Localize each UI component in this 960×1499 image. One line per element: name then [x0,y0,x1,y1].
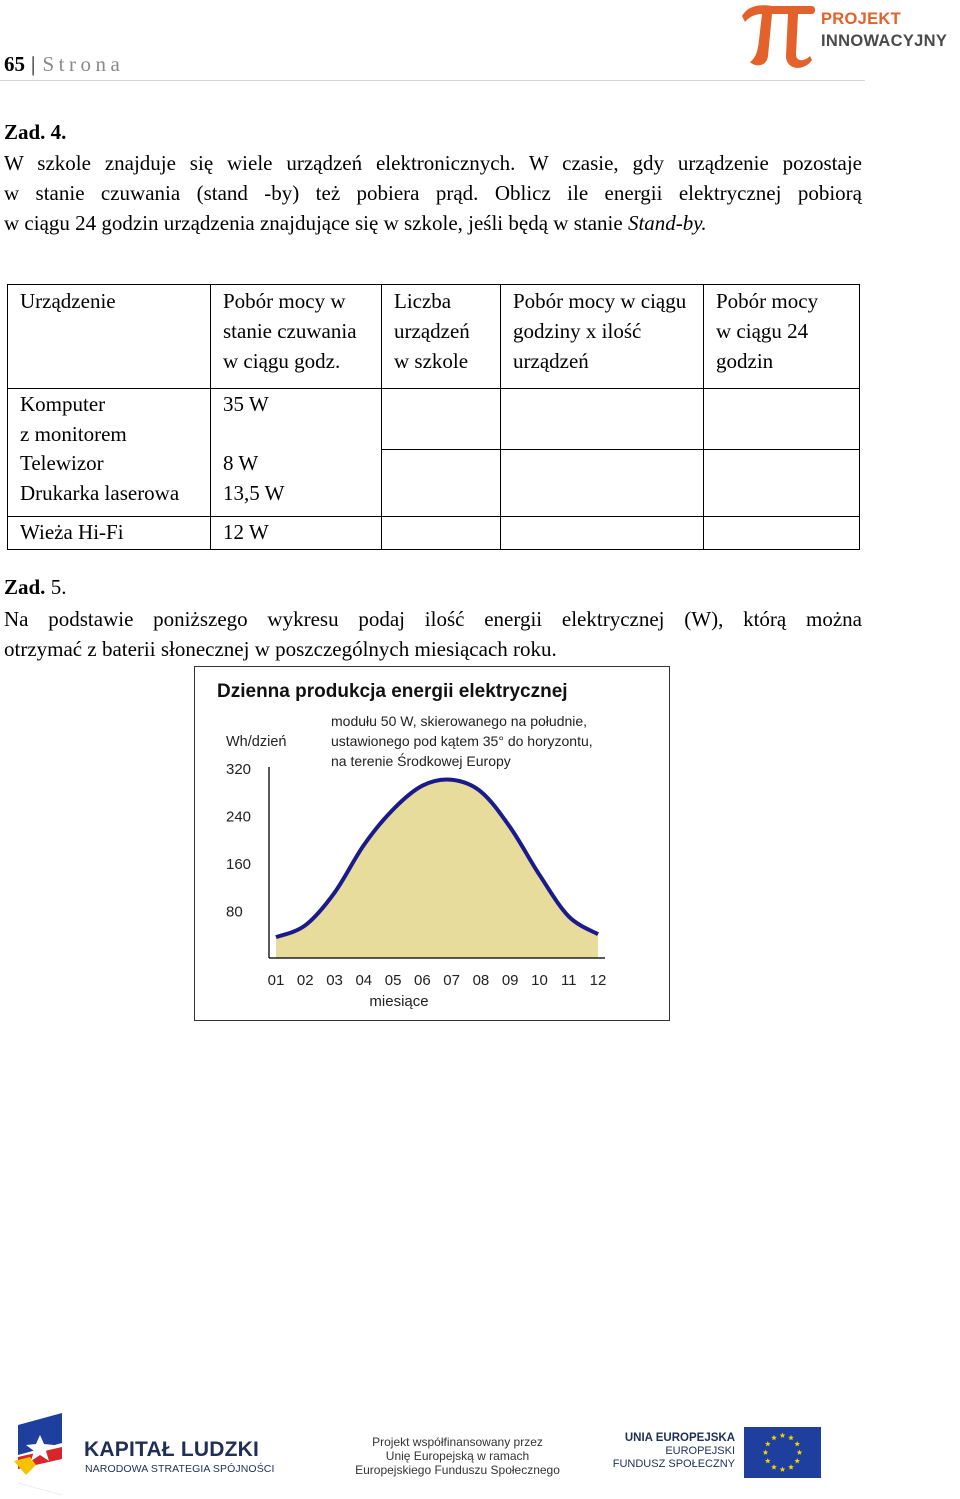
x-axis-label: miesiące [369,993,429,1010]
page-number-value: 65 [4,52,25,76]
task5-title-label: Zad. [4,575,46,599]
hourly-cell [501,516,704,549]
header-text: Pobór mocy w ciągu [513,289,687,313]
header-text: w ciągu 24 [716,319,809,343]
kapital-ludzki-name: KAPITAŁ LUDZKI [84,1438,260,1461]
header-text: godzin [716,349,774,373]
device-cell: Drukarka laserowa [8,478,211,517]
hourly-cell [501,389,704,450]
cofinancing-line: Europejskiego Funduszu Społecznego [355,1463,560,1477]
device-table [7,284,860,550]
task5-line: otrzymać z baterii słonecznej w poszczególnych miesiącach roku. [4,637,557,661]
count-cell [382,478,501,517]
task4-line [4,208,862,238]
x-tick-label: 01 [267,972,285,989]
header-divider [0,80,865,81]
task4-title: Zad. 4. [4,120,67,144]
daily-cell [704,389,860,450]
kapital-ludzki-emblem-icon [14,1413,66,1495]
page-number [4,52,124,77]
task4-italic-term: Stand-by. [627,211,707,235]
device-cell [8,389,211,450]
y-tick-label: 160 [226,855,252,873]
daily-cell [704,449,860,478]
header-text: godziny x ilość [513,319,642,343]
energy-chart [194,666,670,1021]
table-row [8,478,860,517]
page-separator: | [31,52,36,76]
chart-title: Dzienna produkcja energii elektrycznej [217,681,568,702]
x-tick-label: 09 [501,972,519,989]
header-cell [704,285,860,389]
x-tick-label: 10 [531,972,548,989]
logo-line1: PROJEKT [821,10,902,28]
x-tick-label: 05 [384,972,402,989]
header-text: Pobór mocy [716,289,819,313]
x-tick-label: 03 [326,972,343,989]
pi-logo-icon [738,0,818,70]
count-cell [382,516,501,549]
power-cell: 13,5 W [211,478,382,517]
header-text: w szkole [394,349,469,373]
device-name: z monitorem [20,422,127,446]
eu-line: UNIA EUROPEJSKA [624,1432,735,1444]
task5-text [4,604,862,664]
cofinancing-line: Projekt współfinansowany przez [372,1435,543,1449]
header-text: w ciągu godz. [223,349,341,373]
header-cell [382,285,501,389]
x-tick-label: 08 [472,972,490,989]
eu-fund-label [612,1432,735,1471]
x-tick-label: 07 [443,972,460,989]
power-cell: 12 W [211,516,382,549]
y-tick-label: 240 [226,808,252,826]
eu-line: EUROPEJSKI [665,1445,735,1457]
task4-text [4,148,862,238]
header-text: Pobór mocy w [223,289,346,313]
y-tick-label: 80 [226,903,243,921]
count-cell [382,449,501,478]
chart-svg [195,667,669,1020]
eu-flag-icon [744,1427,821,1478]
footer [0,1405,960,1499]
header-cell [501,285,704,389]
header-text: Urządzenie [20,289,116,313]
x-tick-label: 06 [414,972,431,989]
cofinancing-note [345,1435,570,1477]
header-cell [211,285,382,389]
device-name: Komputer [20,392,106,416]
power-cell: 8 W [211,449,382,478]
page-word: Strona [42,52,125,76]
logo-line2: INNOWACYJNY [821,32,948,50]
count-cell [382,389,501,450]
header-text: Liczba [394,289,452,313]
task5-title-number: 5. [50,575,67,599]
task4-line: W szkole znajduje się wiele urządzeń elektronicznych. W czasie, gdy urządzenie pozostaje [4,151,862,175]
header-text: urządzeń [394,319,470,343]
table-header-row [8,285,860,389]
chart-subtitle-line: ustawionego pod kątem 35° do horyzontu, [331,733,593,749]
task4-line: w stanie czuwania (stand -by) też pobiera prąd. Oblicz ile energii elektrycznej pobiorą [4,181,862,205]
area-fill [276,780,598,958]
device-cell: Wieża Hi-Fi [8,516,211,549]
hourly-cell [501,478,704,517]
daily-cell [704,516,860,549]
task5-line: Na podstawie poniższego wykresu podaj ilość energii elektrycznej (W), którą można [4,607,862,631]
y-axis-label: Wh/dzień [226,734,287,750]
task4-line-text: w ciągu 24 godzin urządzenia znajdujące się w szkole, jeśli będą w stanie [4,211,623,235]
x-tick-label: 04 [355,972,373,989]
header-text: stanie czuwania [223,319,357,343]
daily-cell [704,478,860,517]
hourly-cell [501,449,704,478]
kapital-ludzki-subtitle: NARODOWA STRATEGIA SPÓJNOŚCI [85,1463,275,1475]
header-cell [8,285,211,389]
header-text: urządzeń [513,349,589,373]
x-tick-label: 11 [560,972,577,989]
chart-subtitle-line: modułu 50 W, skierowanego na południe, [331,713,588,729]
device-cell: Telewizor [8,449,211,478]
chart-subtitle-line: na terenie Środkowej Europy [331,753,511,769]
x-tick-label: 02 [296,972,314,989]
plot-layer [226,761,606,989]
eu-line: FUNDUSZ SPOŁECZNY [612,1458,735,1470]
table-row [8,516,860,549]
power-cell: 35 W [211,389,382,450]
y-tick-label: 320 [226,760,252,778]
projekt-innowacyjny-logo [821,8,947,52]
task5-title [4,575,66,600]
x-tick-label: 12 [589,972,607,989]
cofinancing-line: Unię Europejską w ramach [385,1449,530,1463]
table-row [8,389,860,450]
table-row [8,449,860,478]
